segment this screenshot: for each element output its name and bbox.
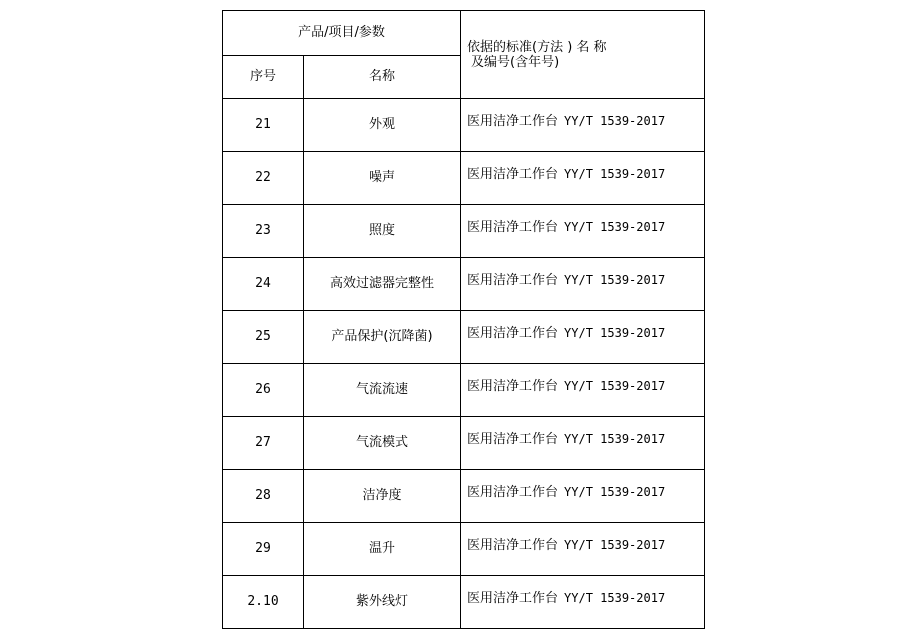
- table-row: [223, 205, 705, 258]
- row-standard-name: 医用洁净工作台: [467, 431, 559, 447]
- row-seq: 23: [223, 205, 304, 258]
- table-row: [223, 470, 705, 523]
- row-standard-code: YY/T 1539-2017: [564, 325, 666, 340]
- row-standard-name: 医用洁净工作台: [467, 219, 559, 235]
- row-standard-name: 医用洁净工作台: [467, 537, 559, 553]
- row-seq: 24: [223, 258, 304, 311]
- row-standard: [461, 205, 705, 258]
- row-standard: [461, 152, 705, 205]
- row-name: 气流流速: [304, 364, 461, 417]
- table-row: [223, 364, 705, 417]
- row-standard-name: 医用洁净工作台: [467, 378, 559, 394]
- row-standard-code: YY/T 1539-2017: [564, 166, 666, 181]
- row-name: 外观: [304, 99, 461, 152]
- header-name: 名称: [304, 56, 461, 99]
- row-standard-name: 医用洁净工作台: [467, 325, 559, 341]
- row-standard-name: 医用洁净工作台: [467, 166, 559, 182]
- row-seq: 28: [223, 470, 304, 523]
- table-row: [223, 311, 705, 364]
- row-standard-name: 医用洁净工作台: [467, 272, 559, 288]
- row-seq: 2.10: [223, 576, 304, 629]
- row-standard-code: YY/T 1539-2017: [564, 272, 666, 287]
- row-standard: [461, 576, 705, 629]
- header-standard-basis: [461, 11, 705, 99]
- header-product-item-param: 产品/项目/参数: [223, 11, 461, 56]
- table-row: [223, 417, 705, 470]
- row-standard-name: 医用洁净工作台: [467, 484, 559, 500]
- row-seq: 29: [223, 523, 304, 576]
- row-name: 噪声: [304, 152, 461, 205]
- header-standard-basis-line1: 依据的标准(方法 ) 名 称: [467, 39, 607, 55]
- row-name: 照度: [304, 205, 461, 258]
- row-standard: [461, 470, 705, 523]
- row-name: 紫外线灯: [304, 576, 461, 629]
- row-standard: [461, 99, 705, 152]
- row-seq: 25: [223, 311, 304, 364]
- header-seq: 序号: [223, 56, 304, 99]
- row-standard-name: 医用洁净工作台: [467, 113, 559, 129]
- row-seq: 26: [223, 364, 304, 417]
- row-standard-code: YY/T 1539-2017: [564, 590, 666, 605]
- row-standard-code: YY/T 1539-2017: [564, 484, 666, 499]
- table-row: [223, 258, 705, 311]
- row-standard-code: YY/T 1539-2017: [564, 378, 666, 393]
- row-seq: 21: [223, 99, 304, 152]
- row-seq: 22: [223, 152, 304, 205]
- table-row: [223, 152, 705, 205]
- header-standard-basis-line2: 及编号(含年号): [471, 54, 560, 70]
- row-name: 洁净度: [304, 470, 461, 523]
- row-standard-code: YY/T 1539-2017: [564, 537, 666, 552]
- row-standard: [461, 417, 705, 470]
- row-name: 高效过滤器完整性: [304, 258, 461, 311]
- row-name: 温升: [304, 523, 461, 576]
- row-standard-name: 医用洁净工作台: [467, 590, 559, 606]
- row-name: 产品保护(沉降菌): [304, 311, 461, 364]
- row-standard-code: YY/T 1539-2017: [564, 431, 666, 446]
- row-standard-code: YY/T 1539-2017: [564, 219, 666, 234]
- row-standard: [461, 311, 705, 364]
- table-row: [223, 99, 705, 152]
- row-name: 气流模式: [304, 417, 461, 470]
- row-standard: [461, 364, 705, 417]
- table-body: [223, 11, 705, 629]
- table-row: [223, 576, 705, 629]
- row-standard-code: YY/T 1539-2017: [564, 113, 666, 128]
- row-standard: [461, 258, 705, 311]
- header-row-top: [223, 11, 705, 56]
- row-seq: 27: [223, 417, 304, 470]
- standards-table: [222, 10, 705, 629]
